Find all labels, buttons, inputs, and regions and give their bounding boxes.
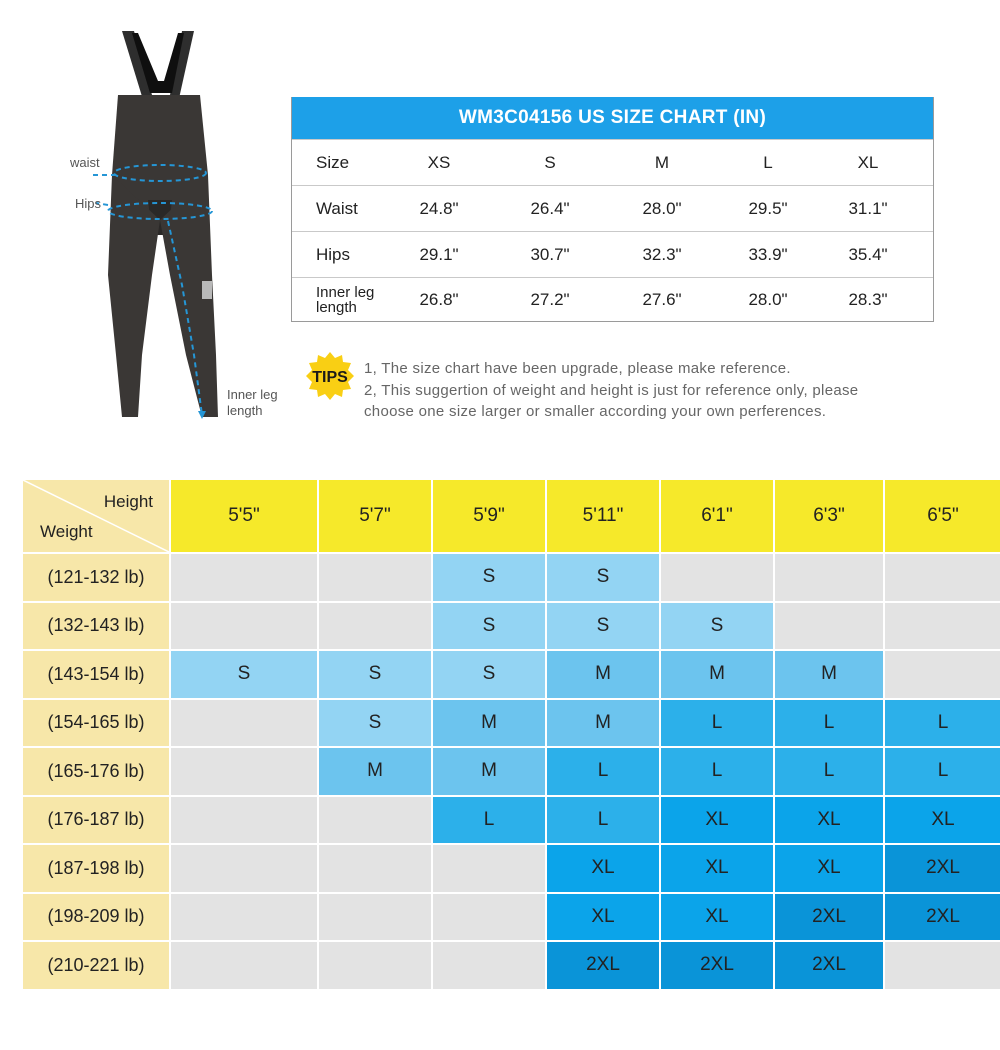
measure-cell: 24.8" xyxy=(419,198,459,218)
empty-cell xyxy=(171,603,317,650)
size-recommendation-cell: 2XL xyxy=(661,942,773,989)
measure-cell: 31.1" xyxy=(848,198,888,218)
height-header-cell: 6'3" xyxy=(775,480,883,552)
size-recommendation-cell: M xyxy=(319,748,431,795)
size-recommendation-cell: XL xyxy=(547,894,659,941)
weight-axis-label: Weight xyxy=(40,522,93,541)
size-recommendation-cell: XL xyxy=(661,845,773,892)
corner-cell xyxy=(23,480,169,552)
weight-row-label: (187-198 lb) xyxy=(23,845,169,892)
size-recommendation-cell: M xyxy=(547,651,659,698)
height-header-cell: 6'1" xyxy=(661,480,773,552)
empty-cell xyxy=(433,942,545,989)
weight-row-label: (132-143 lb) xyxy=(23,603,169,650)
size-recommendation-cell: M xyxy=(547,700,659,747)
measure-cell: 28.0" xyxy=(642,198,682,218)
tip-line: choose one size larger or smaller according your own perferences. xyxy=(364,403,827,420)
weight-row-label: (176-187 lb) xyxy=(23,797,169,844)
empty-cell xyxy=(319,845,431,892)
measure-cell: 29.1" xyxy=(419,244,459,264)
weight-row-label: (143-154 lb) xyxy=(23,651,169,698)
empty-cell xyxy=(433,845,545,892)
empty-cell xyxy=(433,894,545,941)
measure-cell: 26.8" xyxy=(419,289,459,309)
size-recommendation-cell: S xyxy=(547,554,659,601)
empty-cell xyxy=(171,845,317,892)
tips-burst-icon xyxy=(305,351,355,401)
size-recommendation-cell: XL xyxy=(547,845,659,892)
size-recommendation-cell: L xyxy=(885,700,1000,747)
size-recommendation-cell: S xyxy=(171,651,317,698)
empty-cell xyxy=(171,748,317,795)
size-recommendation-cell: 2XL xyxy=(775,894,883,941)
waist-label: waist xyxy=(70,155,100,170)
empty-cell xyxy=(885,942,1000,989)
size-header-label: Size xyxy=(316,153,350,172)
row-label: Waist xyxy=(316,199,358,218)
measure-cell: 27.2" xyxy=(530,289,570,309)
size-recommendation-cell: XL xyxy=(775,845,883,892)
size-recommendation-cell: L xyxy=(547,748,659,795)
empty-cell xyxy=(171,942,317,989)
size-recommendation-cell: 2XL xyxy=(775,942,883,989)
empty-cell xyxy=(171,700,317,747)
empty-cell xyxy=(319,942,431,989)
size-recommendation-cell: M xyxy=(661,651,773,698)
size-recommendation-cell: L xyxy=(661,748,773,795)
weight-row-label: (154-165 lb) xyxy=(23,700,169,747)
measure-cell: 28.3" xyxy=(848,289,888,309)
size-recommendation-cell: S xyxy=(547,603,659,650)
empty-cell xyxy=(319,554,431,601)
size-header-cell: M xyxy=(654,152,670,172)
weight-row-label: (198-209 lb) xyxy=(23,894,169,941)
size-recommendation-cell: L xyxy=(885,748,1000,795)
size-recommendation-cell: 2XL xyxy=(885,894,1000,941)
weight-row-label: (121-132 lb) xyxy=(23,554,169,601)
size-chart-table xyxy=(291,97,934,322)
measure-cell: 26.4" xyxy=(530,198,570,218)
size-header-cell: XL xyxy=(857,152,879,172)
measure-cell: 35.4" xyxy=(848,244,888,264)
measure-cell: 27.6" xyxy=(642,289,682,309)
weight-row-label: (165-176 lb) xyxy=(23,748,169,795)
empty-cell xyxy=(885,603,1000,650)
size-recommendation-cell: S xyxy=(319,651,431,698)
size-recommendation-cell: M xyxy=(775,651,883,698)
measure-cell: 28.0" xyxy=(748,289,788,309)
size-recommendation-cell: XL xyxy=(661,797,773,844)
size-header-cell: L xyxy=(763,152,773,172)
measure-cell: 30.7" xyxy=(530,244,570,264)
height-header-cell: 6'5" xyxy=(885,480,1000,552)
size-recommendation-cell: 2XL xyxy=(547,942,659,989)
empty-cell xyxy=(775,554,883,601)
size-recommendation-cell: L xyxy=(775,700,883,747)
size-row-inner-leg xyxy=(292,277,933,321)
size-recommendation-cell: M xyxy=(433,700,545,747)
weight-row-label: (210-221 lb) xyxy=(23,942,169,989)
size-recommendation-cell: L xyxy=(547,797,659,844)
empty-cell xyxy=(319,603,431,650)
empty-cell xyxy=(171,797,317,844)
bib-tights-graphic xyxy=(60,25,300,425)
size-row-waist xyxy=(292,185,933,231)
size-recommendation-cell: S xyxy=(661,603,773,650)
size-recommendation-cell: 2XL xyxy=(885,845,1000,892)
bib-tights-illustration xyxy=(60,25,300,425)
size-recommendation-cell: XL xyxy=(661,894,773,941)
height-header-cell: 5'11" xyxy=(547,480,659,552)
empty-cell xyxy=(775,603,883,650)
empty-cell xyxy=(885,554,1000,601)
size-header-cell: S xyxy=(544,152,556,172)
empty-cell xyxy=(885,651,1000,698)
empty-cell xyxy=(661,554,773,601)
measure-cell: 29.5" xyxy=(748,198,788,218)
measure-cell: 32.3" xyxy=(642,244,682,264)
row-label: Hips xyxy=(316,245,351,264)
size-header-cell: XS xyxy=(427,152,451,172)
height-header-cell: 5'5" xyxy=(171,480,317,552)
height-header-cell: 5'9" xyxy=(433,480,545,552)
size-chart-title: WM3C04156 US SIZE CHART (IN) xyxy=(292,97,933,139)
size-row-hips xyxy=(292,231,933,277)
size-recommendation-cell: XL xyxy=(885,797,1000,844)
size-recommendation-cell: L xyxy=(433,797,545,844)
tip-line: 2, This suggertion of weight and height is just for reference only, please xyxy=(364,381,859,399)
height-axis-label: Height xyxy=(103,492,153,511)
tip-line: 1, The size chart have been upgrade, please make reference. xyxy=(364,360,791,377)
tips-badge xyxy=(305,351,355,401)
empty-cell xyxy=(171,554,317,601)
size-recommendation-cell: XL xyxy=(775,797,883,844)
size-recommendation-cell: S xyxy=(319,700,431,747)
size-recommendation-cell: M xyxy=(433,748,545,795)
empty-cell xyxy=(171,894,317,941)
size-recommendation-cell: L xyxy=(775,748,883,795)
size-recommendation-cell: S xyxy=(433,554,545,601)
empty-cell xyxy=(319,894,431,941)
height-header-cell: 5'7" xyxy=(319,480,431,552)
size-recommendation-cell: S xyxy=(433,603,545,650)
row-label: Inner leg length xyxy=(316,283,375,316)
empty-cell xyxy=(319,797,431,844)
hips-label: Hips xyxy=(75,196,102,211)
size-header-row xyxy=(292,139,933,185)
tips-text xyxy=(364,358,858,423)
measure-cell: 33.9" xyxy=(748,244,788,264)
tips-badge-text: TIPS xyxy=(312,369,348,386)
size-recommendation-cell: S xyxy=(433,651,545,698)
size-recommendation-cell: L xyxy=(661,700,773,747)
inner-leg-label: Inner leg length xyxy=(227,387,278,418)
